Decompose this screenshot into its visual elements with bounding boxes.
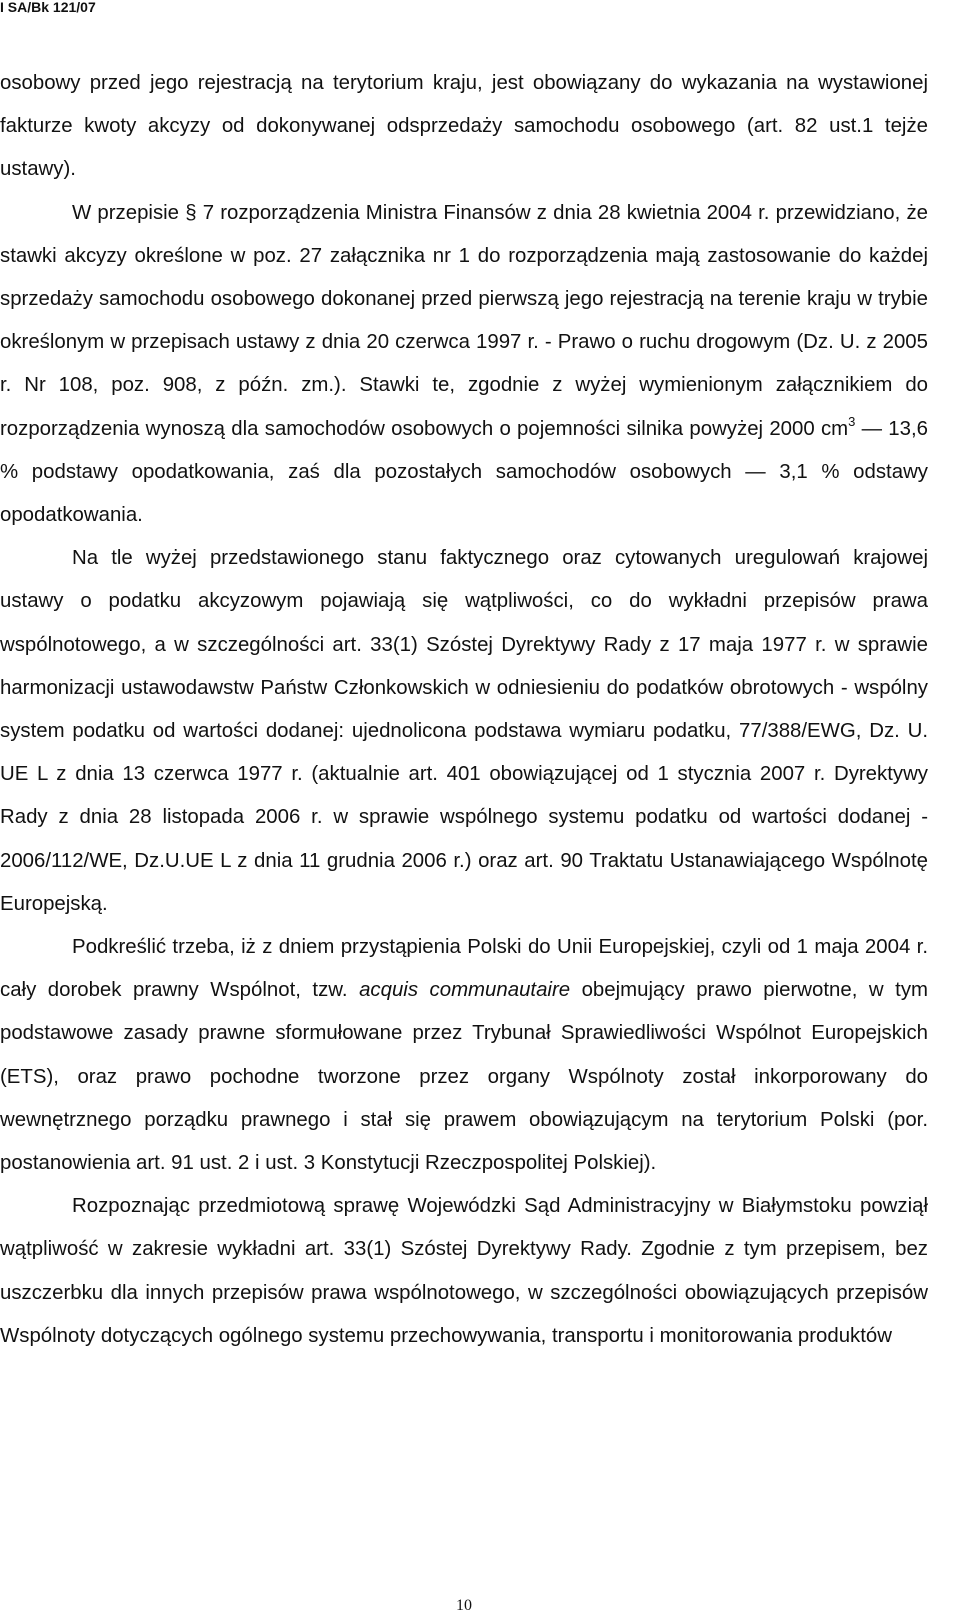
paragraph-text: Podkreślić trzeba, iż z dniem przystąpienia Polski do Unii Europejskiej, czyli od 1 maja 2004 r. cały dorobek prawny Wspólnot, tzw. xyxy=(0,936,928,1002)
paragraph-continuation xyxy=(0,62,928,192)
document-body xyxy=(0,62,928,1358)
paragraph-excise-rates xyxy=(0,192,928,538)
superscript-exponent: 3 xyxy=(848,413,856,429)
paragraph-acquis xyxy=(0,926,928,1185)
case-reference-header: I SA/Bk 121/07 xyxy=(0,0,96,15)
page-number: 10 xyxy=(456,1597,472,1614)
paragraph-text: Rozpoznając przedmiotową sprawę Wojewódzki Sąd Administracyjny w Białymstoku powziął wątpliwość w zakresie wykładni art. 33(1) Szóstej Dyrektywy Rady. Zgodnie z tym przepisem, bez uszczerbku dla innych przepisów prawa wspólnotowego, w szczególności obowiązujących przepisów Wspólnoty dotyczących ogólnego systemu przechowywania, transportu i monitorowania produktów xyxy=(0,1195,928,1347)
paragraph-doubts xyxy=(0,537,928,926)
paragraph-text: obejmujący prawo pierwotne, w tym podstawowe zasady prawne sformułowane przez Trybunał Sprawiedliwości Wspólnot Europejskich (ETS), oraz prawo pochodne tworzone przez organy Wspólnoty został inkorporowany do wewnętrznego porządku prawnego i stał się prawem obowiązującym na terytorium Polski (por. postanowienia art. 91 ust. 2 i ust. 3 Konstytucji Rzeczpospolitej Polskiej). xyxy=(0,979,928,1175)
paragraph-court xyxy=(0,1185,928,1358)
italic-term: acquis communautaire xyxy=(359,979,571,1002)
paragraph-text: osobowy przed jego rejestracją na terytorium kraju, jest obowiązany do wykazania na wystawionej fakturze kwoty akcyzy od dokonywanej odsprzedaży samochodu osobowego (art. 82 ust.1 tejże ustawy). xyxy=(0,72,928,181)
paragraph-text: Na tle wyżej przedstawionego stanu faktycznego oraz cytowanych uregulowań krajowej ustawy o podatku akcyzowym pojawiają się wątpliwości, co do wykładni przepisów prawa wspólnotowego, a w szczególności art. 33(1) Szóstej Dyrektywy Rady z 17 maja 1977 r. w sprawie harmonizacji ustawodawstw Państw Członkowskich w odniesieniu do podatków obrotowych - wspólny system podatku od wartości dodanej: ujednolicona podstawa wymiaru podatku, 77/388/EWG, Dz. U. UE L z dnia 13 czerwca 1977 r. (aktualnie art. 401 obowiązującej od 1 stycznia 2007 r. Dyrektywy Rady z dnia 28 listopada 2006 r. w sprawie wspólnego systemu podatku od wartości dodanej - 2006/112/WE, Dz.U.UE L z dnia 11 grudnia 2006 r.) oraz art. 90 Traktatu Ustanawiającego Wspólnotę Europejską. xyxy=(0,547,928,915)
paragraph-text: — 13,6 % podstawy opodatkowania, zaś dla pozostałych samochodów osobowych — 3,1 % odstawy opodatkowania. xyxy=(0,417,928,527)
paragraph-text: W przepisie § 7 rozporządzenia Ministra Finansów z dnia 28 kwietnia 2004 r. przewidziano, że stawki akcyzy określone w poz. 27 załącznika nr 1 do rozporządzenia mają zastosowanie do każdej sprzedaży samochodu osobowego dokonanej przed pierwszą jego rejestracją na terenie kraju w trybie określonym w przepisach ustawy z dnia 20 czerwca 1997 r. - Prawo o ruchu drogowym (Dz. U. z 2005 r. Nr 108, poz. 908, z późn. zm.). Stawki te, zgodnie z wyżej wymienionym załącznikiem do rozporządzenia wynoszą dla samochodów osobowych o pojemności silnika powyżej 2000 cm xyxy=(0,201,928,440)
